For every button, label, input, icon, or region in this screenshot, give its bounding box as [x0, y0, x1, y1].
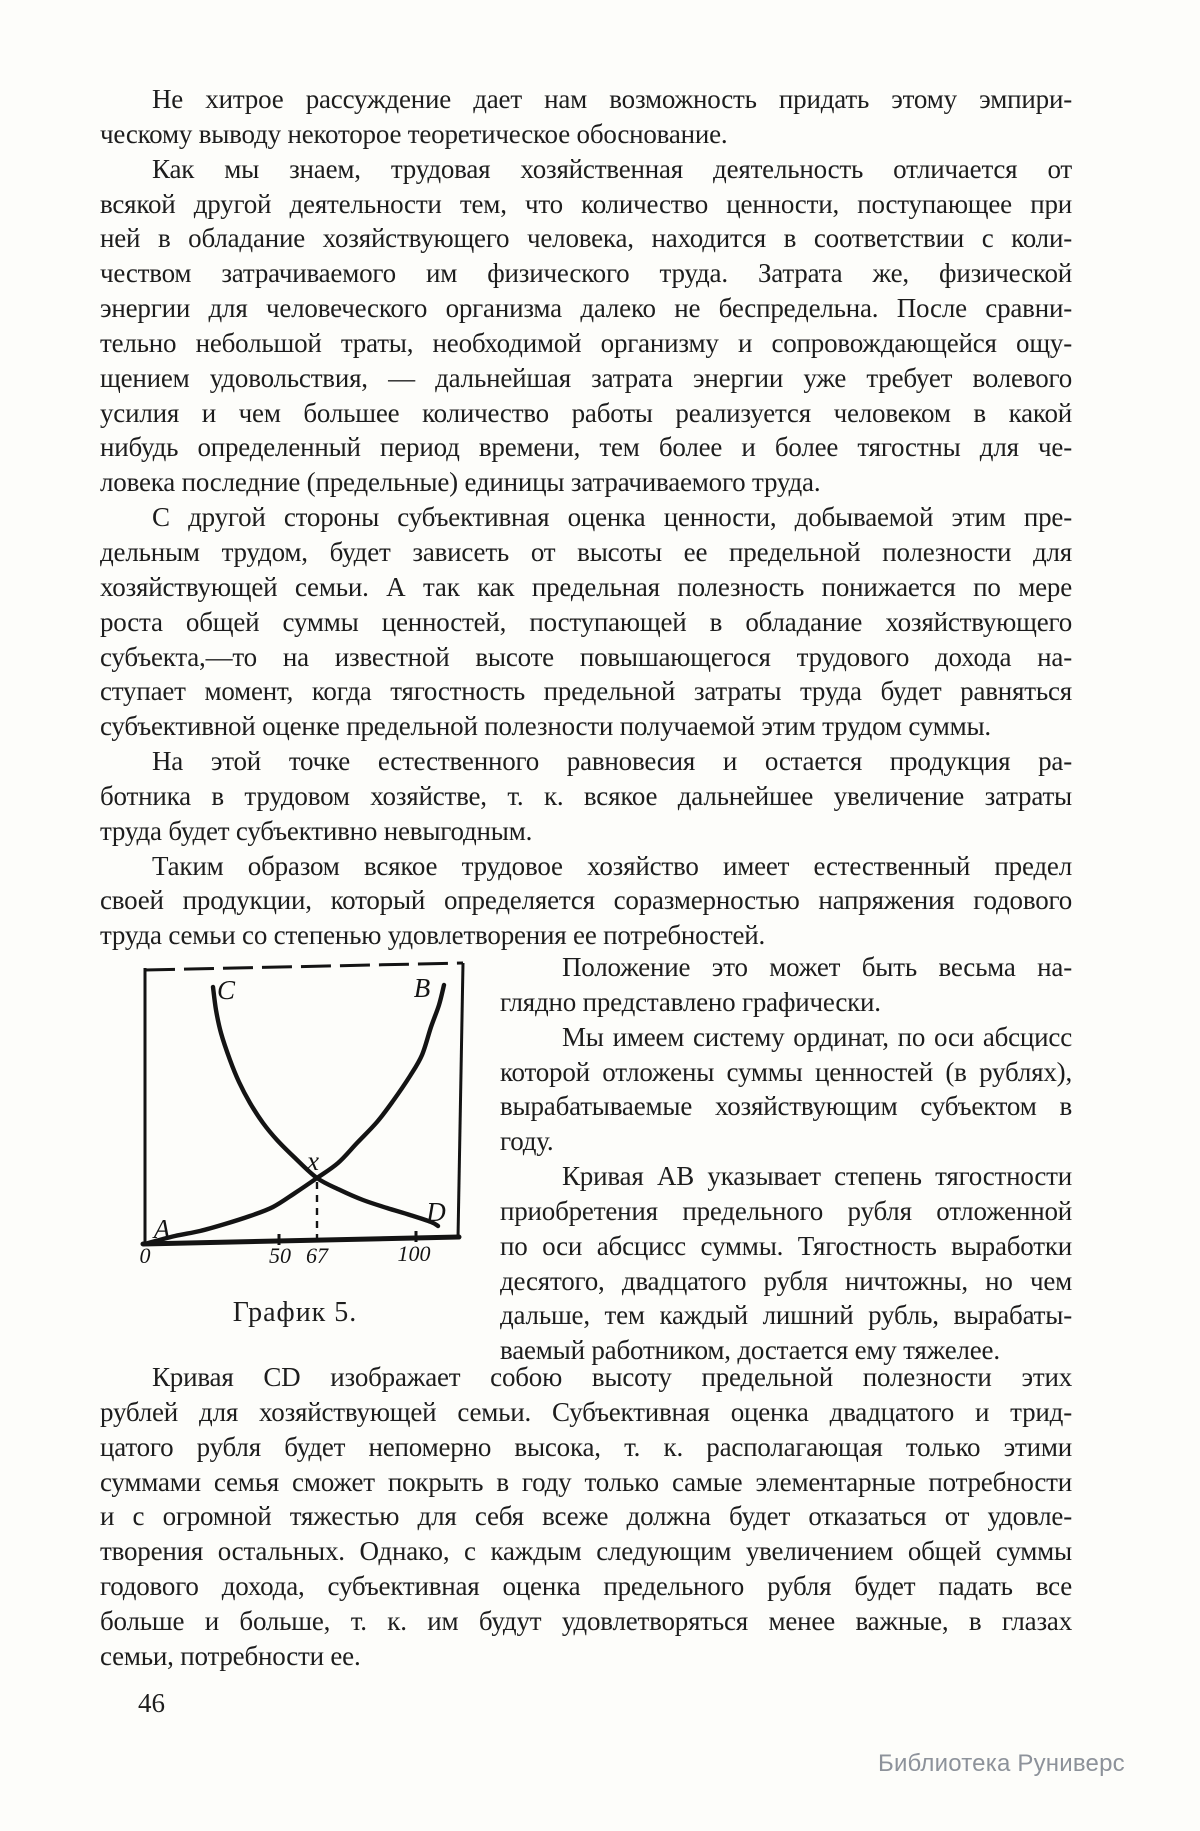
text-line: роста общей суммы ценностей, поступающей в обладание хозяйствующего [100, 606, 1072, 637]
plot-label-D: D [426, 1197, 446, 1227]
text-line: десятого, двадцатого рубля ничтожны, но чем [500, 1265, 1072, 1296]
paragraph [100, 152, 1072, 500]
paragraph [100, 744, 1072, 849]
text-line: чеством затрачиваемого им физического труда. Затрата же, физической [100, 258, 1072, 289]
text-line: ческому выводу некоторое теоретическое обоснование. [100, 118, 728, 149]
library-watermark: Библиотека Руниверс [878, 1750, 1125, 1777]
text-line: ваемый работником, достается ему тяжелее. [500, 1335, 1000, 1366]
paragraph [100, 82, 1072, 152]
plot-label-67: 67 [306, 1243, 328, 1268]
curve-AB [148, 985, 444, 1243]
plot-label-50: 50 [269, 1243, 291, 1268]
text-line: усилия и чем большее количество работы реализуется человеком в какой [100, 397, 1072, 428]
text-line: энергии для человеческого организма далеко не беспредельна. После сравни- [100, 293, 1072, 324]
text-line: суммами семья сможет покрыть в году только самые элементарные потребности [100, 1466, 1072, 1497]
text-line: нибудь определенный период времени, тем более и более тягостны для че- [100, 432, 1072, 463]
plot-label-A: A [153, 1214, 171, 1244]
text-line: которой отложены суммы ценностей (в рублях), [500, 1056, 1072, 1087]
text-line: Положение это может быть весьма на- [562, 952, 1072, 982]
text-line: Кривая CD изображает собою высоту предельной полезности этих [152, 1362, 1072, 1392]
figure-plot [95, 950, 495, 1330]
text-line: году. [500, 1126, 554, 1157]
text-line: рублей для хозяйствующей семьи. Субъективная оценка двадцатого и трид- [100, 1396, 1072, 1427]
plot-label-C: C [216, 975, 236, 1005]
text-line: ней в обладание хозяйствующего человека, находится в соответствии с коли- [100, 223, 1072, 254]
text-line: годового дохода, субъективная оценка предельного рубля будет падать все [100, 1571, 1072, 1602]
plot-frame-line [145, 963, 463, 970]
text-line: вырабатываемые хозяйствующим субъектом в [500, 1091, 1072, 1122]
text-line: ботника в трудовом хозяйстве, т. к. всякое дальнейшее увеличение затраты [100, 780, 1072, 811]
paragraph [500, 1020, 1072, 1159]
text-line: труда семьи со степенью удовлетворения ее потребностей. [100, 920, 766, 951]
paragraph [100, 849, 1072, 954]
text-line: ловека последние (предельные) единицы затрачиваемого труда. [100, 467, 821, 498]
text-line: тельно небольшой траты, необходимой организму и сопровождающейся ощу- [100, 327, 1072, 358]
text-line: своей продукции, который определяется соразмерностью напряжения годового [100, 885, 1072, 916]
text-line: труда будет субъективно невыгодным. [100, 815, 533, 846]
text-line: субъекта,—то на известной высоте повышающегося трудового дохода на- [100, 641, 1072, 672]
text-line: больше и больше, т. к. им будут удовлетворяться менее важные, в глазах [100, 1605, 1072, 1636]
paragraph [100, 500, 1072, 744]
text-line: по оси абсцисс суммы. Тягостность выработки [500, 1230, 1072, 1261]
text-line: глядно представлено графически. [500, 986, 881, 1017]
text-line: Мы имеем систему ординат, по оси абсцисс [562, 1021, 1072, 1052]
text-line: субъективной оценке предельной полезности получаемой этим трудом суммы. [100, 711, 991, 742]
main-text-top-block [100, 82, 1072, 953]
text-line: щением удовольствия, — дальнейшая затрата энергии уже требует волевого [100, 362, 1072, 393]
text-line: семьи, потребности ее. [100, 1640, 361, 1671]
plot-label-x: x [307, 1146, 319, 1176]
text-line: Кривая AB указывает степень тягостности [562, 1161, 1072, 1192]
paragraph [500, 950, 1072, 1020]
text-line: приобретения предельного рубля отложенной [500, 1195, 1072, 1226]
plot-label-100: 100 [397, 1241, 431, 1266]
text-line: Не хитрое рассуждение дает нам возможность придать этому эмпири- [152, 84, 1072, 114]
main-text-bottom-block [100, 1360, 1072, 1674]
text-line: и с огромной тяжестью для себя всеже должна будет отказаться от удовле- [100, 1501, 1072, 1532]
text-line: ступает момент, когда тягостность предельной затраты труда будет равняться [100, 676, 1072, 707]
text-line: Как мы знаем, трудовая хозяйственная деятельность отличается от [152, 153, 1072, 184]
text-line: дельным трудом, будет зависеть от высоты ее предельной полезности для [100, 536, 1072, 567]
text-line: дальше, тем каждый лишний рубль, вырабаты- [500, 1300, 1072, 1331]
plot-label-0: 0 [139, 1243, 151, 1268]
plot-frame-line [458, 963, 463, 1238]
text-line: всякой другой деятельности тем, что количество ценности, поступающее при [100, 188, 1072, 219]
text-line: Таким образом всякое трудовое хозяйство имеет естественный предел [152, 850, 1072, 881]
curve-CD [213, 987, 438, 1226]
page-number: 46 [138, 1688, 165, 1718]
paragraph [500, 1159, 1072, 1368]
text-line: С другой стороны субъективная оценка ценности, добываемой этим пре- [152, 502, 1072, 533]
figure-caption: График 5. [232, 1297, 358, 1328]
text-line: хозяйствующей семьи. А так как предельная полезность понижается по мере [100, 571, 1072, 602]
text-line: На этой точке естественного равновесия и остается продукция ра- [152, 746, 1072, 777]
paragraph [100, 1360, 1072, 1674]
text-line: цатого рубля будет непомерно высока, т. к. располагающая только этими [100, 1431, 1072, 1462]
text-line: творения остальных. Однако, с каждым следующим увеличением общей суммы [100, 1536, 1072, 1567]
plot-label-B: B [413, 973, 431, 1003]
right-column-text-block [500, 950, 1072, 1368]
